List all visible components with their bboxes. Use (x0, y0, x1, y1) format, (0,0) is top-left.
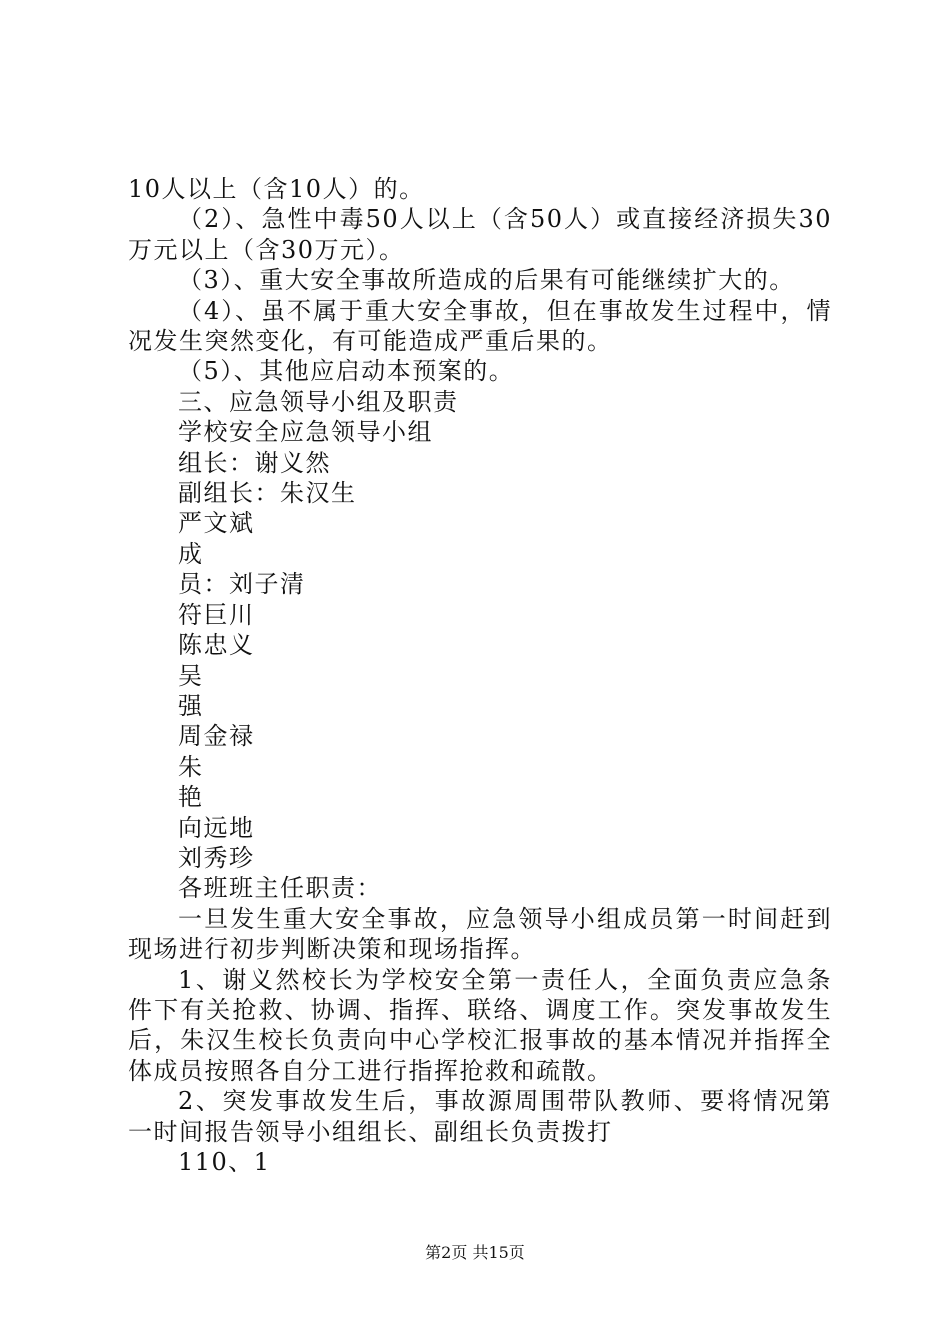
paragraph-condition-3: （3）、重大安全事故所造成的后果有可能继续扩大的。 (178, 266, 795, 295)
member-line: 朱 (178, 752, 204, 781)
member-line: 向远地 (178, 813, 255, 842)
paragraph-phone-numbers: 110、1 (178, 1148, 271, 1176)
member-line: 周金禄 (178, 722, 255, 751)
paragraph-condition-4: （4）、虽不属于重大安全事故，但在事故发生过程中，情况发生突然变化，有可能造成严重后果的。 (128, 296, 832, 356)
paragraph-duty-2: 2、突发事故发生后，事故源周围带队教师、要将情况第一时间报告领导小组组长、副组长负责拨打 (128, 1087, 832, 1146)
member-line: 吴 (178, 661, 204, 690)
member-line: 刘秀珍 (178, 843, 255, 872)
member-line: 严文斌 (178, 509, 255, 538)
member-line: 陈忠义 (178, 631, 255, 660)
section-heading: 三、应急领导小组及职责 (178, 387, 459, 416)
paragraph-condition-2: （2）、急性中毒50人以上（含50人）或直接经济损失30万元以上（含30万元）。 (128, 205, 832, 264)
page-number-footer: 第2页 共15页 (425, 1243, 525, 1262)
paragraph-duty-1: 1、谢义然校长为学校安全第一责任人，全面负责应急条件下有关抢救、协调、指挥、联络、调度工作。突发事故发生后，朱汉生校长负责向中心学校汇报事故的基本情况并指挥全体成员按照各自分工进行指挥抢救和疏散。 (128, 965, 832, 1085)
member-line: 艳 (178, 783, 204, 812)
document-body (128, 174, 832, 1177)
member-line: 符巨川 (178, 600, 255, 629)
member-line: 员：刘子清 (178, 570, 306, 599)
member-line: 强 (178, 691, 204, 720)
group-leader: 组长：谢义然 (178, 448, 331, 477)
paragraph-response: 一旦发生重大安全事故，应急领导小组成员第一时间赶到现场进行初步判断决策和现场指挥。 (128, 904, 832, 964)
member-line: 成 (178, 539, 204, 568)
group-deputy-leader: 副组长：朱汉生 (178, 479, 357, 508)
group-title: 学校安全应急领导小组 (178, 418, 433, 447)
paragraph-continuation: 10人以上（含10人）的。 (128, 175, 425, 203)
class-teacher-duties-heading: 各班班主任职责： (178, 874, 382, 903)
paragraph-condition-5: （5）、其他应启动本预案的。 (178, 357, 515, 386)
